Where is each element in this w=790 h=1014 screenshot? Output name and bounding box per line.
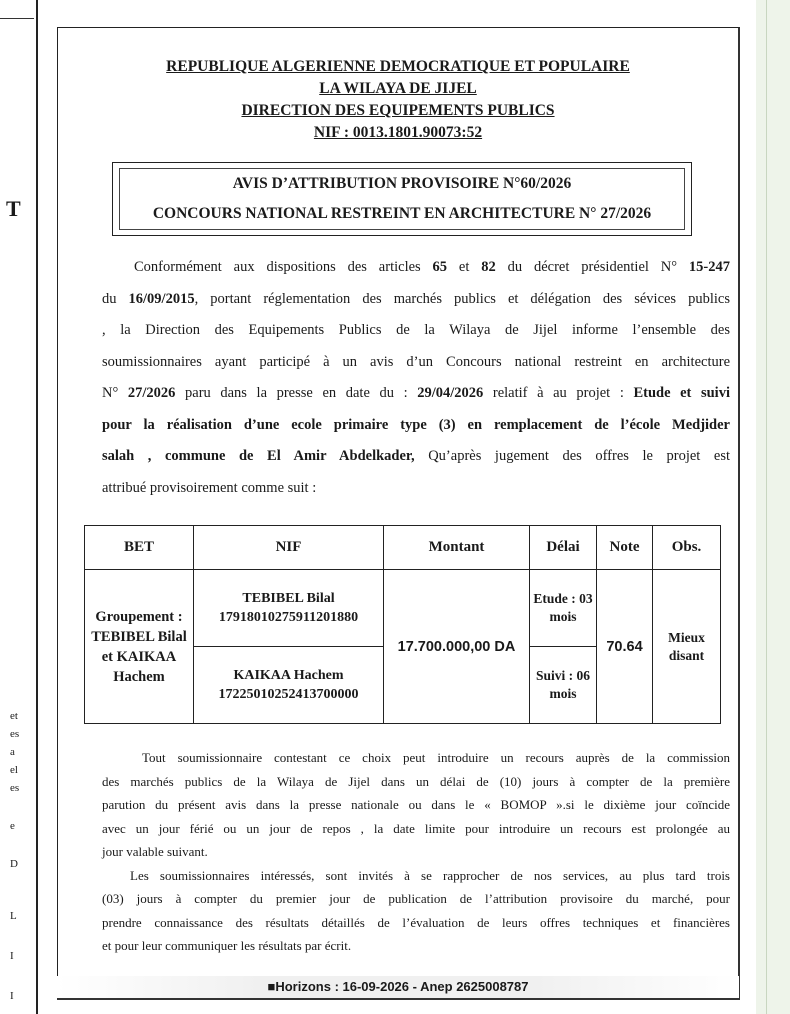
column-header-note: Note: [597, 526, 653, 570]
intro-paragraph: [102, 252, 730, 504]
paragraph-line: Les soumissionnaires intéressés, sont invités à se rapprocher de nos services, au plus tard trois: [130, 867, 730, 883]
paragraph-line: parution du présent avis dans la presse nationale ou dans le « BOMOP ».si le dixième jour coïncide: [102, 797, 730, 812]
competition-title: CONCOURS NATIONAL RESTREINT EN ARCHITECTURE N° 27/2026: [152, 205, 652, 222]
column-header-montant: Montant: [384, 526, 530, 570]
paragraph-line: N° 27/2026 paru dans la presse en date du : 29/04/2026 relatif à au projet : Etude et suivi: [102, 385, 730, 401]
paragraph-line: prendre connaissance des résultats détaillés de l’évaluation de leurs offres techniques et financières: [102, 914, 730, 930]
header-nif: NIF : 0013.1801.90073:52: [313, 124, 483, 141]
column-fragment: es: [10, 782, 20, 794]
cell-obs: Mieux disant: [653, 570, 721, 724]
paragraph-line: avec un jour férié ou un jour de repos , la date limite pour introduire un recours est prolongée au: [102, 820, 730, 836]
column-header-bet: BET: [85, 526, 194, 570]
cell-nif-2: KAIKAA Hachem 17225010252413700000: [194, 647, 384, 724]
column-fragment-letter: T: [6, 196, 21, 221]
paragraph-line: pour la réalisation d’une ecole primaire type (3) en remplacement de l’école Medjider: [102, 416, 730, 433]
cell-note: 70.64: [597, 570, 653, 724]
paragraph-line: Conformément aux dispositions des articles 65 et 82 du décret présidentiel N° 15-247: [134, 259, 731, 275]
column-header-obs: Obs.: [653, 526, 721, 570]
paragraph-line: et pour leur communiquer les résultats par écrit.: [102, 938, 352, 953]
paragraph-line: Tout soumissionnaire contestant ce choix peut introduire un recours auprès de la commission: [142, 750, 730, 765]
header-republic: REPUBLIQUE ALGERIENNE DEMOCRATIQUE ET POPULAIRE: [166, 58, 630, 75]
column-header-nif: NIF: [194, 526, 384, 570]
paragraph-line: salah , commune de El Amir Abdelkader, Qu’après jugement des offres le projet est: [102, 448, 730, 464]
paragraph-line: , la Direction des Equipements Publics de la Wilaya de Jijel informe l’ensemble des: [102, 322, 730, 338]
column-fragment: L: [10, 910, 17, 922]
column-fragment: I: [10, 950, 14, 962]
column-fragment: et: [10, 710, 18, 722]
header-direction: DIRECTION DES EQUIPEMENTS PUBLICS: [241, 102, 555, 119]
column-rule: [0, 18, 34, 19]
cell-bet: Groupement : TEBIBEL Bilal et KAIKAA Hachem: [85, 570, 194, 724]
column-header-delai: Délai: [530, 526, 597, 570]
notice-title: AVIS D’ATTRIBUTION PROVISOIRE N°60/2026: [232, 175, 572, 192]
column-fragment: es: [10, 728, 20, 740]
notice-header: [58, 56, 738, 144]
column-fragment: I: [10, 990, 14, 1002]
paragraph-line: des marchés publics de la Wilaya de Jijel dans un délai de (10) jours à compter de la première: [102, 773, 730, 789]
paragraph-line: du 16/09/2015, portant réglementation des marchés publics et délégation des sévices publics: [102, 290, 730, 307]
publication-footer: ■Horizons : 16-09-2026 - Anep 2625008787: [57, 976, 739, 1000]
cell-delai-suivi: Suivi : 06 mois: [530, 647, 597, 724]
column-fragment: el: [10, 764, 18, 776]
award-table: [84, 525, 721, 724]
table-header-row: [85, 526, 721, 570]
notice-frame: [57, 27, 740, 1000]
title-box: [112, 162, 692, 236]
column-fragment: a: [10, 746, 15, 758]
column-fragment: D: [10, 858, 18, 870]
cell-nif-1: TEBIBEL Bilal 17918010275911201880: [194, 570, 384, 647]
cell-montant: 17.700.000,00 DA: [384, 570, 530, 724]
paragraph-line: attribué provisoirement comme suit :: [102, 479, 317, 496]
adjacent-column: [0, 0, 38, 1014]
paragraph-line: jour valable suivant.: [102, 844, 208, 859]
cell-delai-etude: Etude : 03 mois: [530, 570, 597, 647]
page-margin-strip: [756, 0, 790, 1014]
column-fragment: e: [10, 820, 15, 832]
appeal-paragraph: [102, 746, 730, 958]
paragraph-line: (03) jours à compter du premier jour de publication de l’attribution provisoire du marché, pour: [102, 891, 730, 906]
paragraph-line: soumissionnaires ayant participé à un avis d’un Concours national restreint en architecture: [102, 353, 730, 370]
table-row: [85, 570, 721, 647]
header-wilaya: LA WILAYA DE JIJEL: [319, 80, 477, 97]
